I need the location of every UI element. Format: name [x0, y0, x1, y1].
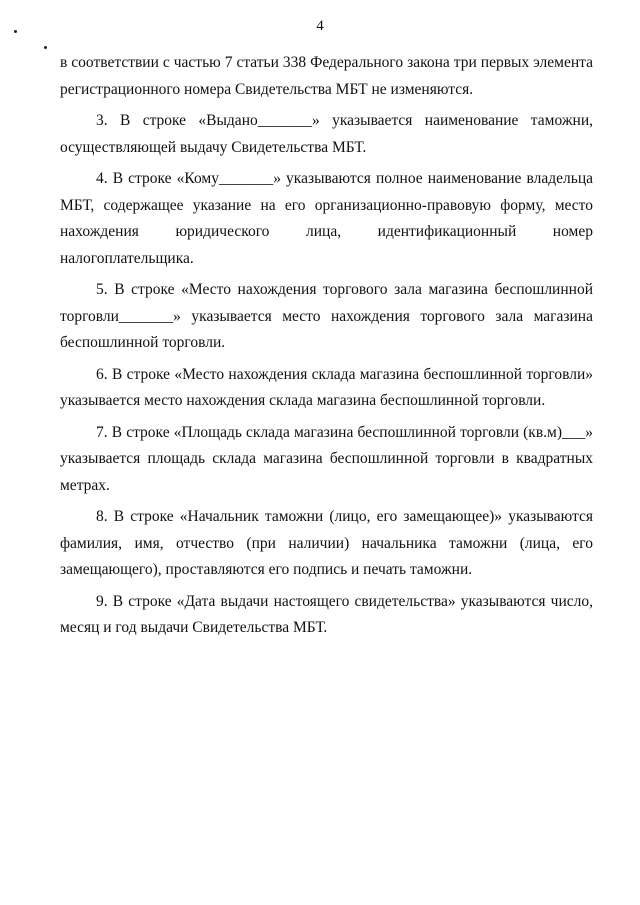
paragraph-item-4: 4. В строке «Кому_______» указываются полное наименование владельца МБТ, содержащее указание на его организационно-правовую форму, место нахождения юридического лица, идентификационный номер налогоплательщика.: [60, 170, 593, 267]
scan-speck: [44, 46, 47, 49]
scan-speck: [14, 30, 17, 33]
paragraph-item-3: 3. В строке «Выдано_______» указывается наименование таможни, осуществляющей выдачу Свидетельства МБТ.: [60, 112, 593, 156]
paragraph-item-5: 5. В строке «Место нахождения торгового зала магазина беспошлинной торговли_______» указывается место нахождения торгового зала магазина беспошлинной торговли.: [60, 281, 593, 351]
paragraph-continuation: в соответствии с частью 7 статьи 338 Федерального закона три первых элемента регистрационного номера Свидетельства МБТ не изменяются.: [60, 54, 593, 98]
paragraph-item-8: 8. В строке «Начальник таможни (лицо, его замещающее)» указываются фамилия, имя, отчество (при наличии) начальника таможни (лица, его замещающего), проставляются его подпись и печать таможни.: [60, 508, 593, 578]
document-body: [60, 50, 593, 647]
paragraph-item-6: 6. В строке «Место нахождения склада магазина беспошлинной торговли» указывается место нахождения склада магазина беспошлинной торговли.: [60, 365, 593, 409]
paragraph-item-7: 7. В строке «Площадь склада магазина беспошлинной торговли (кв.м)___» указывается площадь склада магазина беспошлинной торговли в квадратных метрах.: [60, 423, 593, 494]
paragraph-item-9: 9. В строке «Дата выдачи настоящего свидетельства» указываются число, месяц и год выдачи Свидетельства МБТ.: [60, 592, 593, 636]
page-number: 4: [316, 18, 324, 34]
